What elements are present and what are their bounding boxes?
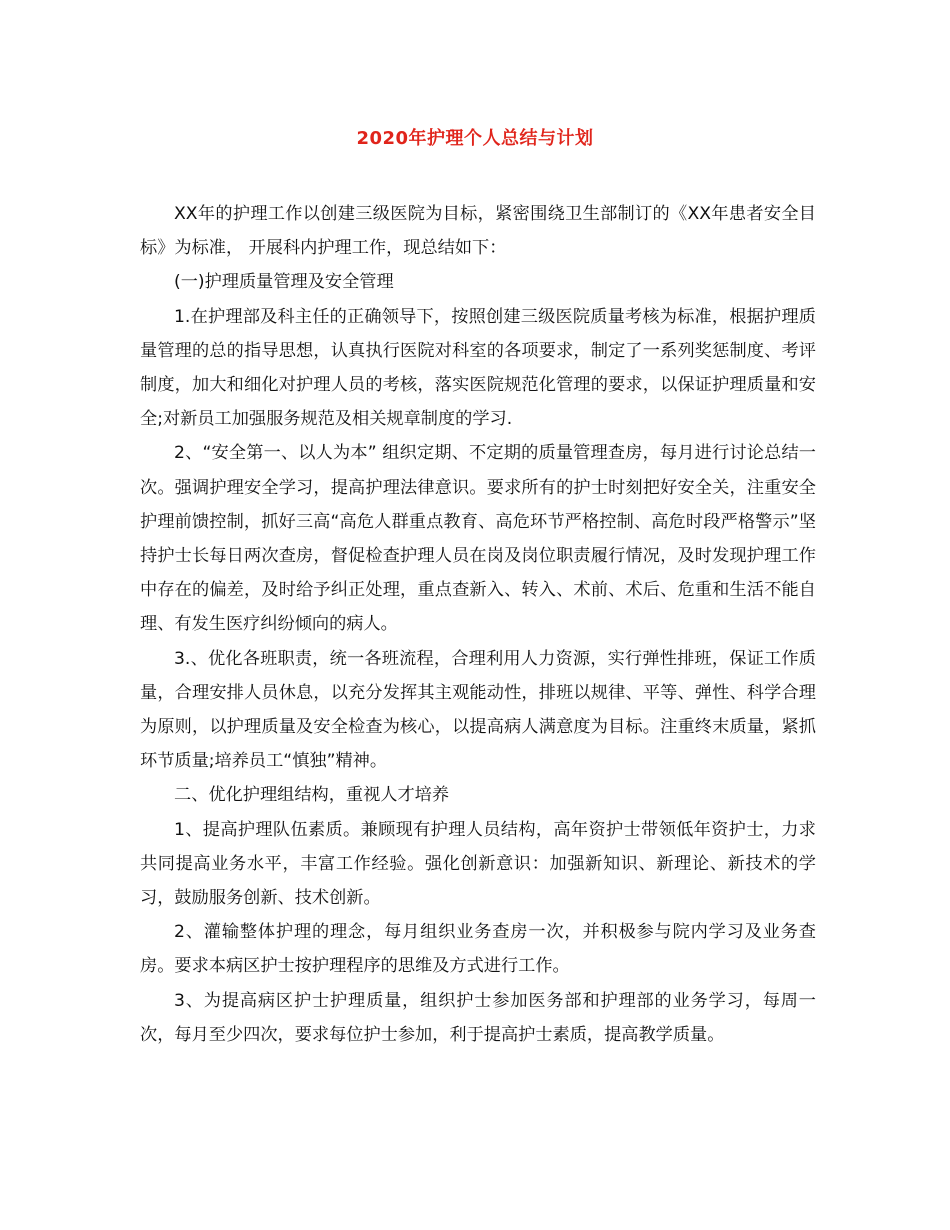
paragraph: 2、“安全第一、以人为本” 组织定期、不定期的质量管理查房，每月进行讨论总结一次。强调护理安全学习，提高护理法律意识。要求所有的护士时刻把好安全关，注重安全护理前馈控制，抓好三高“高危人群重点教育、高危环节严格控制、高危时段严格警示”坚持护士长每日两次查房，督促检查护理人员在岗及岗位职责履行情况，及时发现护理工作中存在的偏差，及时给予纠正处理，重点查新入、转入、术前、术后、危重和生活不能自理、有发生医疗纠纷倾向的病人。 [140,443,816,635]
paragraph: 1.在护理部及科主任的正确领导下，按照创建三级医院质量考核为标准，根据护理质量管理的总的指导思想，认真执行医院对科室的各项要求，制定了一系列奖惩制度、考评制度，加大和细化对护理人员的考核，落实医院规范化管理的要求，以保证护理质量和安全;对新员工加强服务规范及相关规章制度的学习. [140,306,816,430]
document-title: 2020年护理个人总结与计划 [356,128,594,149]
paragraph: 3、为提高病区护士护理质量，组织护士参加医务部和护理部的业务学习，每周一次，每月至少四次，要求每位护士参加，利于提高护士素质，提高教学质量。 [140,990,816,1045]
document-body [140,197,816,1052]
paragraph: 二、优化护理组结构，重视人才培养 [174,785,450,806]
paragraph: 2、灌输整体护理的理念，每月组织业务查房一次，并积极参与院内学习及业务查房。要求本病区护士按护理程序的思维及方式进行工作。 [140,922,816,977]
paragraph: (一)护理质量管理及安全管理 [174,272,394,293]
paragraph: XX年的护理工作以创建三级医院为目标，紧密围绕卫生部制订的《XX年患者安全目标》为标准， 开展科内护理工作，现总结如下： [140,204,816,259]
paragraph: 3.、优化各班职责，统一各班流程，合理利用人力资源，实行弹性排班，保证工作质量，合理安排人员休息，以充分发挥其主观能动性，排班以规律、平等、弹性、科学合理为原则，以护理质量及安全检查为核心，以提高病人满意度为目标。注重终末质量，紧抓环节质量;培养员工“慎独”精神。 [140,648,816,772]
paragraph: 1、提高护理队伍素质。兼顾现有护理人员结构，高年资护士带领低年资护士，力求共同提高业务水平，丰富工作经验。强化创新意识：加强新知识、新理论、新技术的学习，鼓励服务创新、技术创新。 [140,819,816,909]
